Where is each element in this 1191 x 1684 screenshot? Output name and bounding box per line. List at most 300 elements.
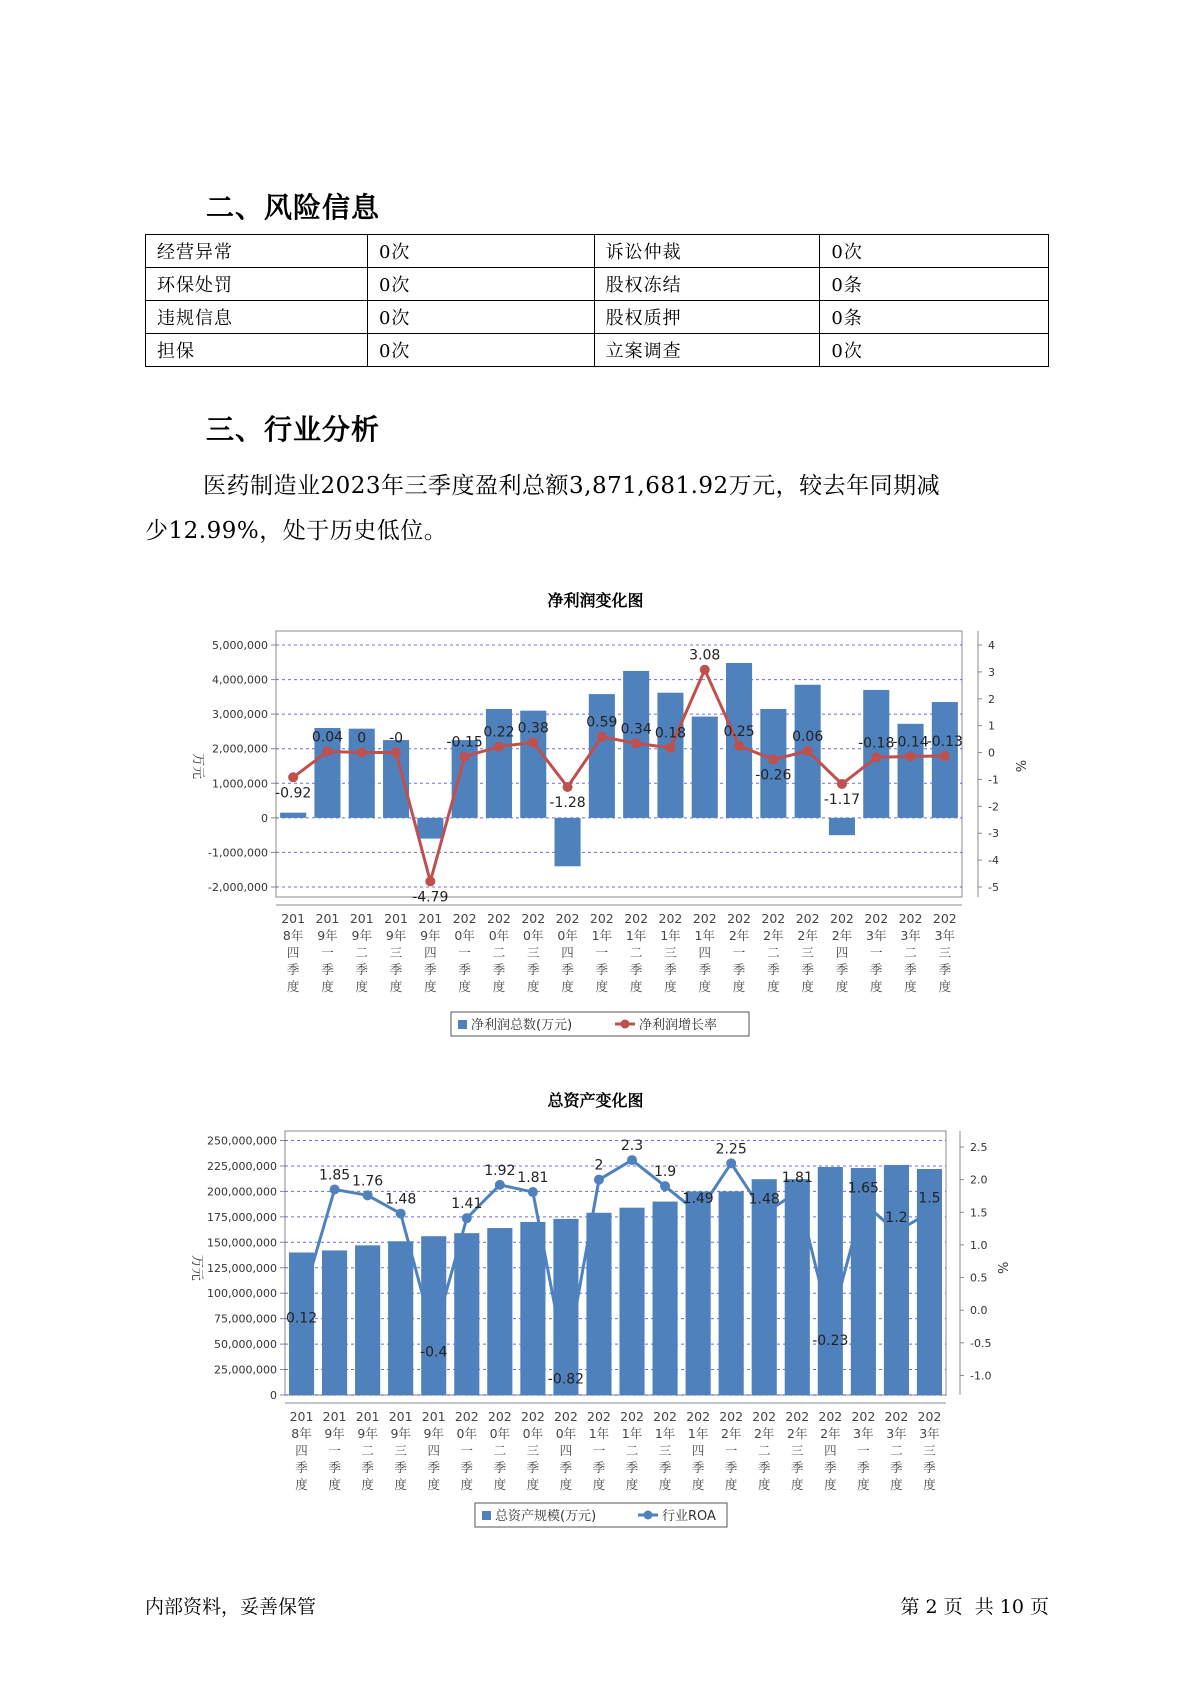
x-axis-tick-label: 度 [835,979,849,994]
bar [322,1250,347,1395]
y-axis-tick-label: 4,000,000 [212,673,268,687]
y2-axis-tick-label: -0.5 [970,1336,992,1350]
line-point [297,1297,307,1307]
x-axis-tick-label: 度 [890,1477,903,1492]
bar [619,1208,644,1395]
x-axis-tick-label: 四 [691,1443,705,1458]
x-axis-tick-label: 0年 [456,1426,478,1441]
line-point [924,1207,934,1217]
x-axis-tick-label: 202 [520,1409,545,1424]
x-axis-tick-label: 季 [424,962,437,977]
x-axis-tick-label: 季 [295,1460,308,1475]
x-axis-tick-label: 度 [389,979,403,994]
y-axis-tick-label: 250,000,000 [207,1134,277,1148]
bar [417,818,443,839]
x-axis-tick-label: 度 [625,1477,639,1492]
x-axis-tick-label: 四 [295,1443,308,1458]
x-axis-tick-label: 度 [427,1477,440,1492]
x-axis-tick-label: 202 [624,911,649,926]
x-axis-tick-label: 一 [321,945,334,960]
x-axis-tick-label: 2年 [728,928,750,943]
y2-axis-tick-label: 0.0 [970,1304,988,1318]
x-axis-tick-label: 3年 [934,928,956,943]
data-label: 1.9 [653,1164,677,1181]
line-point [803,746,813,756]
x-axis-tick-label: 季 [625,1460,639,1475]
line-point [825,1320,835,1330]
x-axis-tick-label: 四 [561,945,574,960]
data-label: 1.41 [451,1196,483,1213]
line-point [871,752,881,762]
x-axis-tick-label: 9年 [357,1426,378,1441]
bar [589,694,615,818]
x-axis-tick-label: 度 [791,1477,804,1492]
x-axis-tick-label: 202 [620,1409,644,1424]
risk-item-label: 担保 [146,334,368,367]
data-label: 1.92 [484,1162,516,1179]
x-axis-tick-label: 201 [355,1409,380,1424]
x-axis-tick-label: 202 [686,1409,711,1424]
x-axis-tick-label: 季 [904,962,917,977]
x-axis-tick-label: 季 [835,962,849,977]
x-axis-tick-label: 三 [658,1443,672,1458]
x-axis-tick-label: 9年 [351,928,372,943]
x-axis-tick-label: 度 [592,1477,606,1492]
x-axis-tick-label: 度 [658,1477,672,1492]
x-axis-tick-label: 季 [629,962,643,977]
x-axis-tick-label: 一 [724,1443,738,1458]
line-point [594,1175,604,1185]
x-axis-tick-label: 202 [727,911,751,926]
bar [520,1222,545,1395]
x-axis-tick-label: 1年 [625,928,647,943]
risk-table-row [146,268,1049,301]
x-axis-tick-label: 度 [595,979,609,994]
risk-item-value: 0次 [367,268,594,301]
y-axis-tick-label: 175,000,000 [207,1210,277,1224]
data-label: 0.22 [483,724,515,741]
data-label: 3.08 [689,647,721,664]
legend-line-marker [644,1511,653,1520]
section-heading-risk: 二、风险信息 [206,191,381,224]
paragraph-line-1: 医药制造业2023年三季度盈利总额3,871,681.92万元，较去年同期减 [203,473,941,499]
x-axis-tick-label: 2年 [820,1426,841,1441]
x-axis-tick-label: 度 [394,1477,407,1492]
data-label: 1.2 [885,1209,908,1226]
x-axis-tick-label: 季 [767,962,780,977]
line-point [768,755,778,765]
x-axis-tick-label: 2年 [763,928,784,943]
line-point [693,1208,703,1218]
x-axis-tick-label: 0年 [488,928,510,943]
x-axis-tick-label: 2年 [787,1426,808,1441]
x-axis-tick-label: 202 [795,911,820,926]
x-axis-tick-label: 202 [818,1409,843,1424]
line-point [396,1209,406,1219]
line-point [792,1187,802,1197]
x-axis-tick-label: 2年 [753,1426,775,1441]
x-axis-tick-label: 202 [830,911,854,926]
x-axis-tick-label: 202 [521,911,546,926]
line-point [940,751,950,761]
risk-item-label: 诉讼仲裁 [594,235,820,268]
x-axis-tick-label: 三 [923,1443,936,1458]
x-axis-tick-label: 四 [427,1443,440,1458]
line-point [597,732,607,742]
x-axis-tick-label: 四 [424,945,437,960]
x-axis-tick-label: 202 [555,911,580,926]
x-axis-tick-label: 度 [424,979,437,994]
x-axis-tick-label: 度 [724,1477,738,1492]
line-point [460,752,470,762]
x-axis-tick-label: 2年 [831,928,853,943]
risk-item-value: 0次 [367,301,594,334]
x-axis-tick-label: 三 [394,1443,407,1458]
data-label: -1.17 [823,792,861,809]
footer-page-number: 第 2 页 共 10 页 [900,1596,1049,1618]
line-point [357,748,367,758]
x-axis-tick-label: 季 [458,962,471,977]
x-axis-tick-label: 一 [592,1443,606,1458]
x-axis-tick-label: 度 [824,1477,837,1492]
bar [818,1167,843,1395]
x-axis-tick-label: 一 [328,1443,341,1458]
x-axis-tick-label: 202 [785,1409,810,1424]
x-axis-tick-label: 二 [493,1443,507,1458]
y-axis-tick-label: 1,000,000 [212,777,268,791]
paragraph-line-2: 少12.99%，处于历史低位。 [145,518,448,544]
line-point [627,1155,637,1165]
legend-line-label: 行业ROA [662,1509,716,1524]
footer-left: 内部资料，妥善保管 [145,1596,317,1618]
risk-item-value: 0条 [820,268,1049,301]
data-label: 1.81 [781,1170,813,1187]
x-axis-tick-label: 季 [923,1460,936,1475]
data-label: -0 [389,730,404,747]
x-axis-tick-label: 四 [698,945,712,960]
bar [555,818,581,866]
x-axis-tick-label: 季 [361,1460,374,1475]
x-axis-tick-label: 季 [321,962,334,977]
industry-analysis-paragraph [145,464,1049,554]
risk-item-value: 0次 [367,334,594,367]
x-axis-tick-label: 202 [454,1409,479,1424]
x-axis-tick-label: 度 [286,979,300,994]
line-point [462,1213,472,1223]
data-label: 1.81 [517,1170,549,1187]
x-axis-tick-label: 季 [559,1460,573,1475]
line-point [391,748,401,758]
x-axis-tick-label: 201 [421,1409,446,1424]
y-axis-tick-label: 5,000,000 [212,639,268,652]
legend-line-label: 净利润增长率 [639,1018,718,1033]
bar [884,1165,909,1395]
x-axis-tick-label: 季 [691,1460,705,1475]
x-axis-tick-label: 0年 [523,928,544,943]
bar [829,818,855,835]
x-axis-tick-label: 9年 [317,928,338,943]
x-axis-tick-label: 一 [460,1443,474,1458]
bar [586,1213,611,1395]
x-axis-tick-label: 0年 [555,1426,577,1441]
x-axis-tick-label: 季 [938,962,952,977]
legend-bar-swatch [482,1511,491,1520]
risk-table-row [146,235,1049,268]
risk-table-row [146,334,1049,367]
bar [657,693,683,818]
x-axis-tick-label: 202 [487,1409,512,1424]
data-label: -0.26 [755,767,792,784]
x-axis-tick-label: 季 [355,962,369,977]
data-label: 0.12 [285,1310,318,1327]
x-axis-tick-label: 度 [526,979,540,994]
y2-axis-tick-label: 1.5 [970,1206,988,1220]
x-axis-tick-label: 季 [869,962,883,977]
y-axis-title: 万元 [190,752,205,780]
y-axis-title: 万元 [189,1254,204,1281]
y2-axis-tick-label: 2.0 [970,1173,988,1187]
y2-axis-tick-label: -5 [988,881,999,894]
x-axis-tick-label: 度 [328,1477,341,1492]
x-axis-tick-label: 1年 [654,1426,676,1441]
line-point [858,1197,868,1207]
x-axis-tick-label: 9年 [390,1426,411,1441]
line-point [561,1359,571,1369]
y2-axis-tick-label: 1 [988,719,995,733]
data-label: 0.25 [723,723,755,740]
x-axis-tick-label: 1年 [588,1426,610,1441]
x-axis-tick-label: 度 [904,979,917,994]
risk-item-value: 0次 [367,235,594,268]
x-axis-tick-label: 0年 [489,1426,511,1441]
y2-axis-title: % [994,1261,1009,1274]
x-axis-tick-label: 一 [732,945,746,960]
x-axis-tick-label: 度 [923,1477,936,1492]
data-label: -1.28 [549,794,586,811]
bar [355,1245,380,1395]
x-axis-tick-label: 季 [286,962,300,977]
x-axis-tick-label: 0年 [522,1426,544,1441]
y-axis-tick-label: 100,000,000 [207,1287,277,1301]
y-axis-tick-label: 200,000,000 [207,1185,277,1199]
y2-axis-tick-label: -2 [988,800,999,814]
risk-item-label: 股权质押 [594,301,820,334]
y2-axis-tick-label: -4 [988,854,999,868]
y-axis-tick-label: 2,000,000 [212,742,268,756]
y-axis-tick-label: 3,000,000 [212,708,268,722]
line-point [429,1331,439,1341]
bar [686,1191,711,1395]
data-label: -0.18 [858,735,895,752]
x-axis-tick-label: 二 [492,945,506,960]
x-axis-tick-label: 三 [801,945,814,960]
data-label: -0.23 [812,1333,849,1350]
bar [653,1202,678,1395]
data-label: 0.06 [792,728,824,745]
line-point [330,1184,340,1194]
x-axis-tick-label: 季 [492,962,506,977]
data-label: 1.85 [318,1167,351,1184]
x-axis-tick-label: 0年 [557,928,578,943]
risk-item-value: 0次 [820,334,1049,367]
x-axis-tick-label: 季 [328,1460,341,1475]
x-axis-tick-label: 季 [824,1460,837,1475]
y-axis-tick-label: 0 [270,1389,277,1402]
y-axis-tick-label: 150,000,000 [207,1236,277,1250]
data-label: 2.25 [715,1141,747,1158]
x-axis-tick-label: 四 [835,945,849,960]
x-axis-tick-label: 度 [355,979,369,994]
x-axis-tick-label: 季 [801,962,814,977]
x-axis-tick-label: 3年 [919,1426,940,1441]
x-axis-tick-label: 9年 [385,928,407,943]
x-axis-tick-label: 度 [691,1477,705,1492]
x-axis-tick-label: 季 [791,1460,804,1475]
x-axis-tick-label: 二 [904,945,917,960]
x-axis-tick-label: 三 [791,1443,804,1458]
x-axis-tick-label: 季 [460,1460,474,1475]
x-axis-tick-label: 季 [732,962,746,977]
data-label: -0.4 [420,1344,448,1361]
line-point [837,779,847,789]
x-axis-tick-label: 二 [757,1443,771,1458]
x-axis-tick-label: 202 [589,911,614,926]
data-label: 1.65 [847,1180,879,1197]
chart-title-net-profit: 净利润变化图 [547,591,644,610]
x-axis-tick-label: 度 [458,979,471,994]
y2-axis-tick-label: 4 [988,639,995,652]
x-axis-tick-label: 202 [898,911,923,926]
x-axis-tick-label: 度 [492,979,506,994]
x-axis-tick-label: 季 [724,1460,738,1475]
x-axis-tick-label: 二 [361,1443,374,1458]
net-profit-chart [0,615,1191,1055]
x-axis-tick-label: 度 [698,979,712,994]
data-label: 2 [594,1157,604,1174]
y-axis-tick-label: -2,000,000 [208,881,268,894]
data-label: -0.14 [892,734,929,751]
x-axis-tick-label: 202 [587,1409,611,1424]
line-point [700,665,710,675]
x-axis-tick-label: 季 [664,962,677,977]
x-axis-tick-label: 二 [629,945,643,960]
x-axis-tick-label: 三 [389,945,403,960]
data-label: -0.82 [547,1371,585,1388]
x-axis-tick-label: 202 [917,1409,942,1424]
x-axis-tick-label: 202 [884,1409,909,1424]
x-axis-tick-label: 一 [857,1443,870,1458]
x-axis-tick-label: 202 [653,1409,678,1424]
x-axis-tick-label: 度 [361,1477,374,1492]
x-axis-tick-label: 季 [857,1460,870,1475]
x-axis-tick-label: 201 [322,1409,347,1424]
line-point [425,876,435,886]
data-label: 0 [357,730,367,747]
x-axis-tick-label: 二 [767,945,780,960]
legend-line-marker [621,1020,630,1029]
risk-item-value: 0次 [820,235,1049,268]
x-axis-tick-label: 三 [938,945,952,960]
x-axis-tick-label: 季 [493,1460,507,1475]
y-axis-tick-label: -1,000,000 [208,846,268,860]
legend-bar-swatch [458,1020,467,1029]
y2-axis-tick-label: 3 [988,665,995,679]
data-label: -0.15 [446,734,483,751]
x-axis-tick-label: 202 [553,1409,578,1424]
bar [785,1179,810,1395]
x-axis-tick-label: 202 [864,911,889,926]
bar [454,1233,479,1395]
risk-item-value: 0条 [820,301,1049,334]
x-axis-tick-label: 0年 [454,928,475,943]
x-axis-tick-label: 202 [719,1409,744,1424]
x-axis-tick-label: 度 [664,979,677,994]
bar [421,1236,446,1395]
x-axis-tick-label: 度 [561,979,574,994]
x-axis-tick-label: 季 [757,1460,771,1475]
x-axis-tick-label: 度 [559,1477,573,1492]
y-axis-tick-label: 125,000,000 [207,1261,277,1275]
risk-item-label: 经营异常 [146,235,368,268]
x-axis-tick-label: 202 [851,1409,876,1424]
data-label: -4.79 [412,889,449,906]
y2-axis-tick-label: 2 [988,692,995,706]
x-axis-tick-label: 2年 [797,928,818,943]
x-axis-tick-label: 三 [526,1443,540,1458]
x-axis-tick-label: 8年 [291,1426,312,1441]
y2-axis-tick-label: -1 [988,773,999,787]
x-axis-tick-label: 度 [767,979,780,994]
risk-item-label: 环保处罚 [146,268,368,301]
line-point [906,751,916,761]
y2-axis-tick-label: 1.0 [970,1238,988,1252]
data-label: 0.18 [654,725,687,742]
x-axis-tick-label: 二 [625,1443,639,1458]
y-axis-tick-label: 75,000,000 [214,1312,277,1326]
bar [388,1241,413,1395]
x-axis-tick-label: 3年 [886,1426,907,1441]
line-point [528,1187,538,1197]
line-point [494,742,504,752]
x-axis-tick-label: 201 [349,911,374,926]
data-label: 1.48 [748,1191,780,1208]
data-label: 0.59 [586,714,618,731]
y-axis-tick-label: 25,000,000 [214,1363,277,1377]
y2-axis-tick-label: 0 [988,746,995,760]
x-axis-tick-label: 度 [295,1477,308,1492]
data-label: 1.49 [682,1190,714,1207]
x-axis-tick-label: 202 [761,911,786,926]
line-point [563,782,573,792]
x-axis-tick-label: 季 [658,1460,672,1475]
data-label: 0.04 [311,729,344,746]
x-axis-tick-label: 度 [321,979,334,994]
x-axis-tick-label: 度 [801,979,814,994]
x-axis-tick-label: 3年 [853,1426,874,1441]
x-axis-tick-label: 1年 [687,1426,709,1441]
bar [719,1191,744,1395]
plot-area [276,631,962,897]
y2-axis-title: % [1012,759,1027,773]
x-axis-tick-label: 季 [592,1460,606,1475]
x-axis-tick-label: 201 [289,1409,314,1424]
x-axis-tick-label: 季 [526,1460,540,1475]
x-axis-tick-label: 度 [493,1477,507,1492]
x-axis-tick-label: 201 [315,911,340,926]
x-axis-tick-label: 三 [526,945,540,960]
x-axis-tick-label: 度 [869,979,883,994]
x-axis-tick-label: 201 [418,911,443,926]
